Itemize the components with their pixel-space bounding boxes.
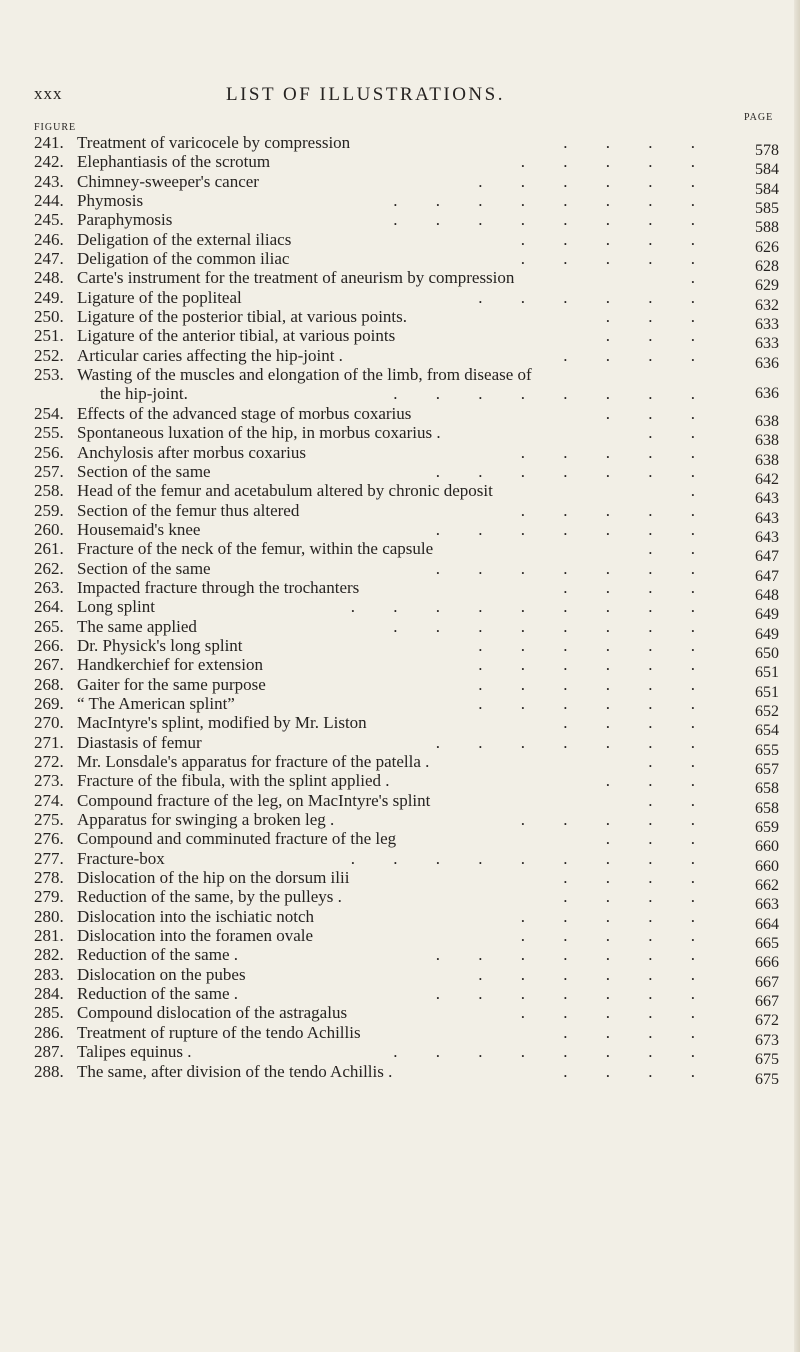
page-number: 651 [755,664,779,682]
page-number: 633 [755,316,779,334]
figure-title: The same, after division of the tendo Achillis . [77,1061,393,1081]
list-item [34,713,794,740]
figure-number: 249. [34,287,64,307]
page-number: 584 [755,180,779,198]
list-item [34,829,794,856]
dot-leader: . . . . . . . . [393,384,712,404]
figure-title: Handkerchief for extension [77,655,263,675]
figure-title: Reduction of the same . [77,945,238,965]
figure-number: 278. [34,868,64,888]
figure-title: Deligation of the common iliac [77,249,290,269]
list-item [34,635,794,662]
page-number: 673 [755,1031,779,1049]
figure-title: Dr. Physick's long splint [77,635,243,655]
figure-title: Effects of the advanced stage of morbus coxarius [77,403,412,423]
dot-leader: . . . [605,403,712,423]
page-number: 658 [755,780,779,798]
dot-leader: . . . . . [520,442,712,462]
page-number: 638 [755,412,779,430]
list-item [34,442,794,469]
list-item [34,1022,794,1049]
page-number: 660 [755,857,779,875]
figure-number: 257. [34,461,64,481]
figure-title: Diastasis of femur [77,732,202,752]
list-item [34,693,794,720]
figure-title: Ligature of the popliteal [77,287,242,307]
page-number: 643 [755,509,779,527]
figure-number: 272. [34,752,64,771]
page-number: 665 [755,935,779,953]
dot-leader: . . . . . . . . [393,616,712,636]
figure-number: 263. [34,577,64,597]
figure-title: Ligature of the anterior tibial, at various points [77,326,396,346]
dot-leader: . . [648,790,712,810]
page-number: 643 [755,528,779,546]
page-number: 667 [755,973,779,991]
figure-number: 284. [34,984,64,1004]
figure-number: 265. [34,616,64,636]
dot-leader: . [690,481,712,501]
illustration-list [34,133,794,1088]
list-item [34,1061,794,1088]
page-number: 664 [755,915,779,933]
dot-leader: . . . . . [520,249,712,269]
list-item [34,655,794,682]
dot-leader: . . . . . [520,906,712,926]
list-item [34,191,794,218]
page-number: 638 [755,432,779,450]
page-number: 655 [755,741,779,759]
list-item [34,964,794,991]
page-number: 628 [755,258,779,276]
dot-leader: . . . . . . . [435,519,712,539]
running-title: LIST OF ILLUSTRATIONS. [226,84,505,105]
dot-leader: . . . . . [520,926,712,946]
dot-leader: . . . . . . . . [393,210,712,230]
dot-leader: . . . . . . . [435,558,712,578]
figure-title: Dislocation of the hip on the dorsum ilii [77,868,350,888]
list-item [34,461,794,488]
figure-number: 253. [34,365,64,385]
list-item [34,732,794,759]
list-item [34,249,794,276]
dot-leader: . . . . [563,868,712,888]
dot-leader: . [690,268,712,288]
figure-number: 288. [34,1061,64,1081]
dot-leader: . . [648,423,712,443]
list-item [34,171,794,198]
figure-title: Deligation of the external iliacs [77,229,292,249]
figure-number: 241. [34,133,64,152]
figure-number: 255. [34,423,64,443]
page-number: 659 [755,819,779,837]
list-item [34,539,794,566]
figure-number: 259. [34,500,64,520]
figure-title: Fracture of the fibula, with the splint applied . [77,771,390,791]
figure-number: 279. [34,887,64,907]
dot-leader: . . . . . . [478,171,712,191]
page-number: 651 [755,683,779,701]
page-number: 585 [755,200,779,218]
page-number: 647 [755,567,779,585]
dot-leader: . . . [605,771,712,791]
figure-number: 243. [34,171,64,191]
figure-title: Gaiter for the same purpose [77,674,266,694]
list-item [34,945,794,972]
figure-title: Chimney-sweeper's cancer [77,171,259,191]
list-item [34,1042,794,1069]
dot-leader: . . . . [563,1022,712,1042]
figure-number: 277. [34,848,64,868]
dot-leader: . . . . . . [478,655,712,675]
dot-leader: . . . . . . [478,693,712,713]
list-item [34,674,794,701]
page-column-label: PAGE [744,112,774,123]
figure-number: 260. [34,519,64,539]
figure-number: 254. [34,403,64,423]
figure-title: Fracture-box [77,848,165,868]
list-item [34,365,794,384]
figure-title: Fracture of the neck of the femur, within the capsule [77,539,434,559]
page-number: 672 [755,1012,779,1030]
page-number: 662 [755,877,779,895]
list-item [34,810,794,837]
dot-leader: . . . . . . . . . [350,848,712,868]
figure-number: 244. [34,191,64,211]
figure-title: The same applied [77,616,197,636]
figure-title: Treatment of rupture of the tendo Achillis [77,1022,361,1042]
figure-title: Apparatus for swinging a broken leg . [77,810,335,830]
dot-leader: . . [648,539,712,559]
figure-number: 258. [34,481,64,501]
figure-number: 252. [34,345,64,365]
figure-number: 280. [34,906,64,926]
page-number: 652 [755,702,779,720]
figure-title: Dislocation into the foramen ovale [77,926,314,946]
figure-number: 275. [34,810,64,830]
figure-number: 242. [34,152,64,172]
figure-number: 261. [34,539,64,559]
page-number: 649 [755,606,779,624]
dot-leader: . . . . . [520,1003,712,1023]
figure-title: Carte's instrument for the treatment of aneurism by compression [77,268,515,288]
page-number: 649 [755,625,779,643]
figure-title: Phymosis [77,191,144,211]
list-item [34,558,794,585]
figure-title: Talipes equinus . [77,1042,192,1062]
dot-leader: . . . . . . [478,674,712,694]
page-number: 663 [755,896,779,914]
figure-number: 287. [34,1042,64,1062]
dot-leader: . . . . . [520,152,712,172]
list-item [34,423,794,450]
dot-leader: . . . . . [520,229,712,249]
list-item [34,597,794,624]
list-item [34,210,794,237]
figure-title: Paraphymosis [77,210,173,230]
dot-leader: . . . . . . . [435,461,712,481]
figure-title: Section of the same [77,558,211,578]
figure-title: Articular caries affecting the hip-joint . [77,345,343,365]
figure-number: 283. [34,964,64,984]
figure-number: 282. [34,945,64,965]
list-item [34,906,794,933]
list-item [34,984,794,1011]
figure-number: 271. [34,732,64,752]
dot-leader: . . . . . . . [435,984,712,1004]
figure-column-label: FIGURE [34,122,77,133]
page-number: 657 [755,761,779,778]
dot-leader: . . . [605,829,712,849]
figure-number: 264. [34,597,64,617]
figure-number: 256. [34,442,64,462]
page-folio: xxx [34,84,63,103]
page-number: 667 [755,993,779,1011]
list-item [34,384,794,403]
page-number: 633 [755,335,779,353]
page-number: 647 [755,548,779,566]
page-number: 675 [755,1070,779,1088]
figure-title: Compound fracture of the leg, on MacIntyre's splint [77,790,431,810]
figure-number: 250. [34,307,64,327]
dot-leader: . . . . [563,887,712,907]
figure-title: Ligature of the posterior tibial, at various points. [77,307,408,327]
page-number: 638 [755,451,779,469]
figure-number: 246. [34,229,64,249]
page-number: 629 [755,277,779,295]
list-item [34,790,794,817]
list-item [34,500,794,527]
list-item [34,403,794,430]
figure-number: 276. [34,829,64,849]
dot-leader: . . . [605,326,712,346]
dot-leader: . . . . . . . . . [350,597,712,617]
figure-number: 248. [34,268,64,288]
dot-leader: . . . . . [520,500,712,520]
figure-title: Wasting of the muscles and elongation of the limb, from disease of [77,365,532,385]
dot-leader: . . . . . . . [435,732,712,752]
page-number: 666 [755,954,779,972]
list-item [34,926,794,953]
figure-title: Mr. Lonsdale's apparatus for fracture of the patella . [77,752,430,771]
dot-leader: . . . . . . . . [393,1042,712,1062]
list-item [34,229,794,256]
page-number: 632 [755,296,779,314]
figure-title: Treatment of varicocele by compression [77,133,351,152]
page-number: 636 [755,385,779,403]
figure-number: 268. [34,674,64,694]
figure-title: Reduction of the same . [77,984,238,1004]
page-number: 642 [755,470,779,488]
page-number: 650 [755,644,779,662]
figure-title: Spontaneous luxation of the hip, in morbus coxarius . [77,423,441,443]
figure-number: 247. [34,249,64,269]
figure-number: 266. [34,635,64,655]
dot-leader: . . . . [563,1061,712,1081]
figure-title: Housemaid's knee [77,519,201,539]
page-number: 648 [755,586,779,604]
list-item [34,752,794,778]
dot-leader: . . . . [563,133,712,152]
list-item [34,868,794,895]
figure-title: Dislocation on the pubes [77,964,246,984]
figure-title: “ The American splint” [77,693,235,713]
page-number: 675 [755,1051,779,1069]
list-item [34,326,794,353]
figure-title: Long splint [77,597,155,617]
list-item [34,481,794,508]
list-item [34,307,794,334]
figure-title: Elephantiasis of the scrotum [77,152,271,172]
dot-leader: . . . . [563,345,712,365]
page-number: 584 [755,161,779,179]
list-item [34,616,794,643]
dot-leader: . . [648,752,712,771]
figure-number: 270. [34,713,64,733]
figure-number: 245. [34,210,64,230]
figure-number: 269. [34,693,64,713]
figure-title: Compound dislocation of the astragalus [77,1003,348,1023]
page-number: 658 [755,799,779,817]
page-number: 578 [755,142,779,159]
list-item [34,1003,794,1030]
list-item [34,345,794,372]
list-item [34,287,794,314]
figure-number: 262. [34,558,64,578]
dot-leader: . . . . . . . [435,945,712,965]
list-item [34,519,794,546]
figure-title: Anchylosis after morbus coxarius [77,442,306,462]
figure-title: the hip-joint. [100,384,188,404]
figure-title: Section of the same [77,461,211,481]
figure-title: MacIntyre's splint, modified by Mr. Liston [77,713,367,733]
figure-number: 286. [34,1022,64,1042]
list-item [34,887,794,914]
page-edge [794,0,800,1352]
figure-number: 251. [34,326,64,346]
figure-title: Dislocation into the ischiatic notch [77,906,315,926]
figure-number: 285. [34,1003,64,1023]
figure-title: Head of the femur and acetabulum altered by chronic deposit [77,481,493,501]
figure-number: 281. [34,926,64,946]
dot-leader: . . . . . . . . [393,191,712,211]
figure-number: 273. [34,771,64,791]
figure-title: Section of the femur thus altered [77,500,300,520]
dot-leader: . . . . [563,577,712,597]
dot-leader: . . . . [563,713,712,733]
list-item [34,268,794,295]
figure-title: Reduction of the same, by the pulleys . [77,887,342,907]
page-number: 626 [755,238,779,256]
figure-number: 274. [34,790,64,810]
list-item [34,577,794,604]
dot-leader: . . . . . . [478,964,712,984]
page-number: 660 [755,838,779,856]
page-number: 588 [755,219,779,237]
figure-title: Compound and comminuted fracture of the leg [77,829,397,849]
dot-leader: . . . . . . [478,287,712,307]
figure-number: 267. [34,655,64,675]
dot-leader: . . . . . . [478,635,712,655]
dot-leader: . . . [605,307,712,327]
list-item [34,152,794,179]
page-number: 654 [755,722,779,740]
figure-title: Impacted fracture through the trochanters [77,577,360,597]
page-number: 643 [755,490,779,508]
dot-leader: . . . . . [520,810,712,830]
page-number: 636 [755,354,779,372]
list-item [34,771,794,798]
list-item [34,848,794,875]
list-item [34,133,794,159]
